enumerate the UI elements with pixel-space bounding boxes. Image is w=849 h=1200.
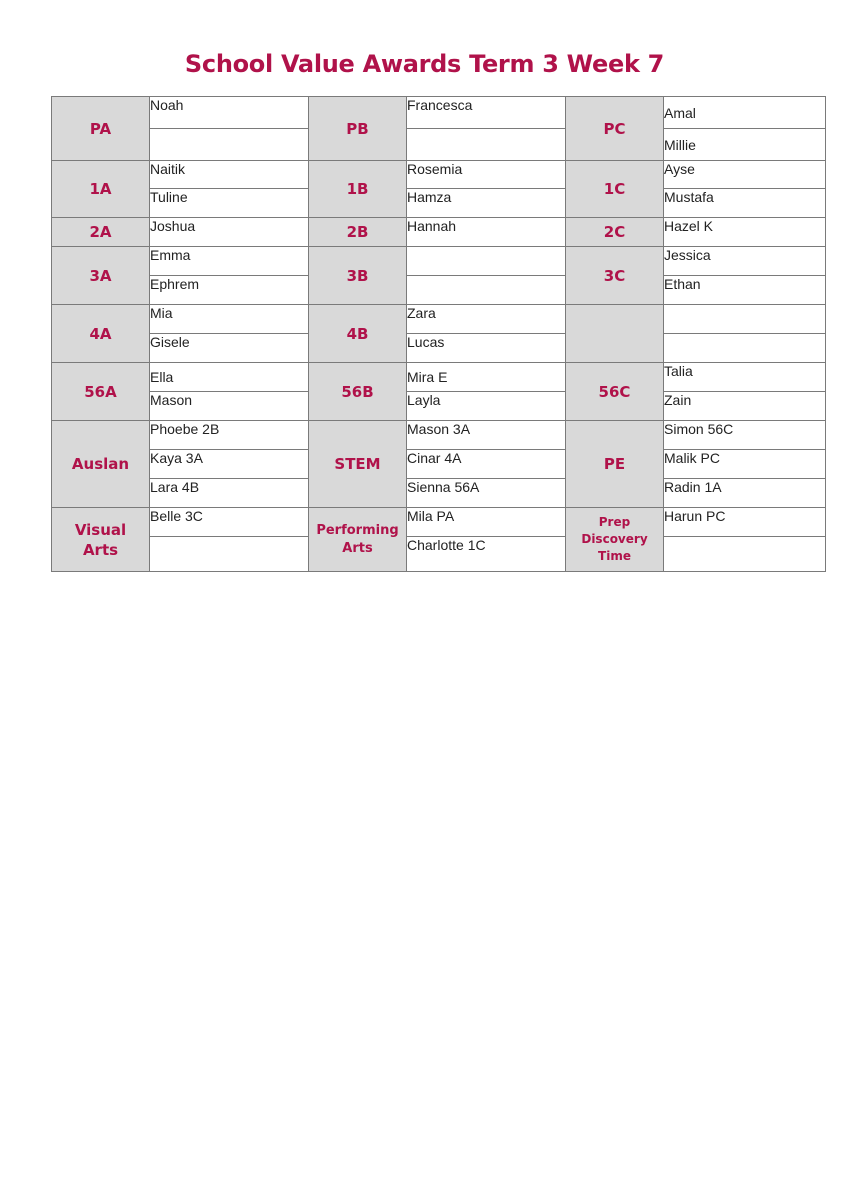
award-name-cell: Layla — [407, 392, 566, 421]
award-name-cell — [664, 537, 826, 572]
class-label-2c: 2C — [566, 218, 664, 247]
award-name-cell: Kaya 3A — [150, 450, 309, 479]
award-name-cell: Amal — [664, 97, 826, 129]
awards-table — [51, 96, 826, 572]
award-name-cell: Gisele — [150, 334, 309, 363]
award-name-cell: Hannah — [407, 218, 566, 247]
award-name-cell: Lara 4B — [150, 479, 309, 508]
class-label-56a: 56A — [52, 363, 150, 421]
award-name-cell: Noah — [150, 97, 309, 129]
award-name-cell: Mia — [150, 305, 309, 334]
award-name-cell: Talia — [664, 363, 826, 392]
table-row — [52, 479, 826, 508]
class-label-pc: PC — [566, 97, 664, 161]
award-name-cell: Phoebe 2B — [150, 421, 309, 450]
table-row — [52, 129, 826, 161]
class-label-4b: 4B — [309, 305, 407, 363]
award-name-cell: Zain — [664, 392, 826, 421]
class-label-2b: 2B — [309, 218, 407, 247]
award-name-cell — [150, 537, 309, 572]
award-name-cell: Millie — [664, 129, 826, 161]
table-row — [52, 97, 826, 129]
award-name-cell: Lucas — [407, 334, 566, 363]
subject-label-line: Prep — [598, 515, 631, 529]
table-row — [52, 421, 826, 450]
award-name-cell: Francesca — [407, 97, 566, 129]
subject-label-auslan: Auslan — [52, 421, 150, 508]
award-name-cell: Ethan — [664, 276, 826, 305]
subject-label-stem: STEM — [309, 421, 407, 508]
award-name-cell: Mira E — [407, 363, 566, 392]
award-name-cell: Malik PC — [664, 450, 826, 479]
award-name-cell: Emma — [150, 247, 309, 276]
award-name-cell: Ella — [150, 363, 309, 392]
class-label-56b: 56B — [309, 363, 407, 421]
subject-label-line: Arts — [342, 540, 373, 556]
page-title: School Value Awards Term 3 Week 7 — [184, 50, 665, 78]
award-name-cell — [407, 129, 566, 161]
subject-label-pe: PE — [566, 421, 664, 508]
subject-label-prep-discovery-time — [566, 508, 664, 572]
table-row — [52, 247, 826, 276]
award-name-cell: Naitik — [150, 161, 309, 189]
award-name-cell: Sienna 56A — [407, 479, 566, 508]
class-label-pb: PB — [309, 97, 407, 161]
table-row — [52, 392, 826, 421]
table-row — [52, 189, 826, 218]
award-name-cell: Hazel K — [664, 218, 826, 247]
award-name-cell: Mustafa — [664, 189, 826, 218]
table-row — [52, 161, 826, 189]
award-name-cell: Mason — [150, 392, 309, 421]
award-name-cell: Cinar 4A — [407, 450, 566, 479]
class-label-3b: 3B — [309, 247, 407, 305]
award-name-cell: Hamza — [407, 189, 566, 218]
award-name-cell: Belle 3C — [150, 508, 309, 537]
subject-label-line: Discovery — [581, 532, 648, 546]
award-name-cell: Mila PA — [407, 508, 566, 537]
class-label-1b: 1B — [309, 161, 407, 218]
table-row — [52, 537, 826, 572]
award-name-cell — [150, 129, 309, 161]
table-row — [52, 508, 826, 537]
award-name-cell: Simon 56C — [664, 421, 826, 450]
subject-label-visual-arts — [52, 508, 150, 572]
award-name-cell: Jessica — [664, 247, 826, 276]
subject-label-line: Visual — [74, 520, 127, 539]
class-label-56c: 56C — [566, 363, 664, 421]
subject-label-line: Time — [598, 549, 631, 563]
class-label-empty — [566, 305, 664, 363]
award-name-cell: Ephrem — [150, 276, 309, 305]
table-row — [52, 363, 826, 392]
subject-label-line: Performing — [316, 522, 399, 538]
award-name-cell — [407, 247, 566, 276]
class-label-4a: 4A — [52, 305, 150, 363]
subject-label-performing-arts — [309, 508, 407, 572]
award-name-cell — [664, 305, 826, 334]
class-label-1c: 1C — [566, 161, 664, 218]
table-row — [52, 276, 826, 305]
class-label-pa: PA — [52, 97, 150, 161]
award-name-cell: Rosemia — [407, 161, 566, 189]
award-name-cell: Harun PC — [664, 508, 826, 537]
award-name-cell — [407, 276, 566, 305]
award-name-cell: Joshua — [150, 218, 309, 247]
award-name-cell: Zara — [407, 305, 566, 334]
class-label-1a: 1A — [52, 161, 150, 218]
class-label-2a: 2A — [52, 218, 150, 247]
award-name-cell: Ayse — [664, 161, 826, 189]
class-label-3c: 3C — [566, 247, 664, 305]
table-row — [52, 305, 826, 334]
subject-label-line: Arts — [82, 540, 119, 559]
award-name-cell: Mason 3A — [407, 421, 566, 450]
award-name-cell: Tuline — [150, 189, 309, 218]
table-row — [52, 218, 826, 247]
table-row — [52, 334, 826, 363]
award-name-cell: Charlotte 1C — [407, 537, 566, 572]
award-name-cell — [664, 334, 826, 363]
class-label-3a: 3A — [52, 247, 150, 305]
table-row — [52, 450, 826, 479]
award-name-cell: Radin 1A — [664, 479, 826, 508]
